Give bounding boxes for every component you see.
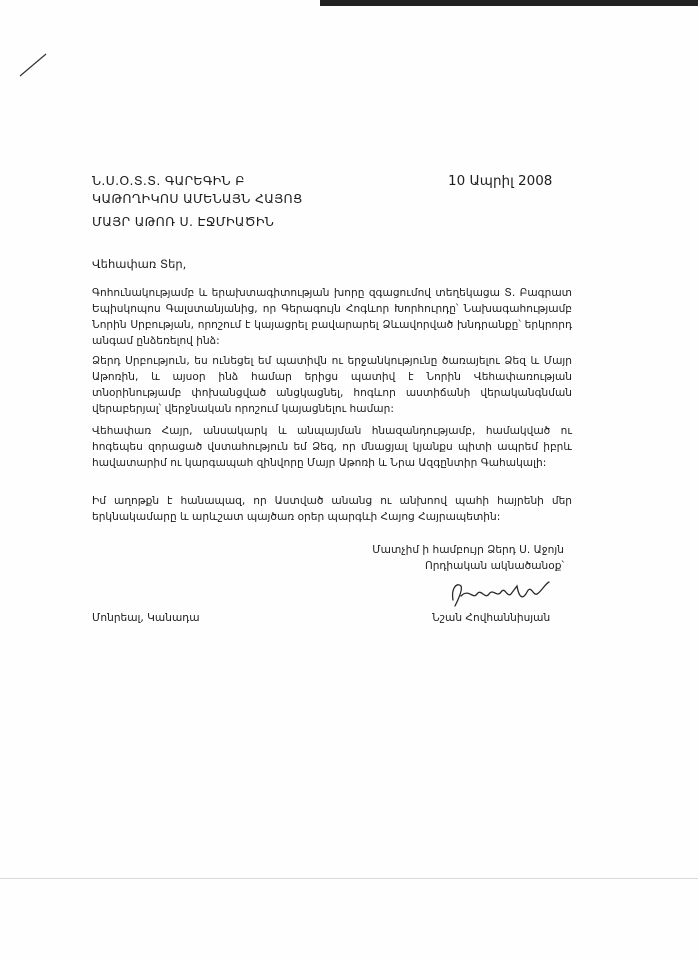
body-paragraph: Գոհունակությամբ և երախտագիտության խորը զգացումով տեղեկացա Տ. Բագրատ Եպիսկոպոս Գալստանյանից, որ Գերագույն Հոգևոր Խորհուրդը՝ Նախագահությամբ Նորին Սրբության, որոշում է կայացրել բավարարել Ձևավորված խնդրանքը՝ երկրորդ անգամ ընձեռելով ինձ: xyxy=(92,287,572,347)
letter-date: 10 Ապրիլ 2008 xyxy=(448,173,553,189)
address-line: Ն.Ս.Օ.Տ.Տ. ԳԱՐԵԳԻՆ Բ xyxy=(92,173,245,188)
handwritten-signature xyxy=(447,576,557,610)
closing-line: Մատչիմ ի համբույր Ձերդ Ս. Աջոյն xyxy=(372,544,564,556)
recipient-address xyxy=(92,172,303,208)
pen-stroke-mark xyxy=(18,50,50,78)
signer-name: Նշան Հովհաննիսյան xyxy=(432,612,551,624)
salutation: Վեհափառ Տեր, xyxy=(92,257,187,271)
recipient-seat: ՄԱՅՐ ԱԹՈՌ Ս. ԷՋՄԻԱԾԻՆ xyxy=(92,214,275,229)
closing-line: Որդիական ակնածանօք՝ xyxy=(424,560,564,572)
sender-location: Մոնրեալ, Կանադա xyxy=(92,612,200,624)
body-paragraph: Ձերդ Սրբություն, ես ունեցել եմ պատիվն ու երջանկությունը ծառայելու Ձեզ և Մայր Աթոռին, և այսօր ինձ համար երիցս պատիվ է Նորին Վեհափառության տնօրինությամբ փոխանցված անցկացնել, հոգևոր աստիճանի վերականգնման վերաբերյալ՝ վերջնական որոշում կայացնելու համար: xyxy=(92,355,572,415)
scan-top-edge xyxy=(320,0,698,6)
address-line: ԿԱԹՈՂԻԿՈՍ ԱՄԵՆԱՅՆ ՀԱՅՈՑ xyxy=(92,191,303,206)
body-paragraph: Վեհափառ Հայր, անսակարկ և անպայման հնազանդությամբ, համակված ու հոգեպես զորացած վստահություն եմ Ձեզ, որ մնացյալ կյանքս պիտի ապրեմ իբրև հավատարիմ ու կարգապահ զինվորը Մայր Աթոռի և Նրա Ազգընտիր Գահակալի: xyxy=(92,425,572,469)
scan-bottom-edge xyxy=(0,878,698,879)
closing-formula xyxy=(364,542,564,574)
body-paragraph: Իմ աղոթքն է հանապազ, որ Աստված անանց ու անխոով պահի հայրենի մեր երկնակամարը և արևշատ պայծառ օրեր պարգևի Հայոց Հայրապետին: xyxy=(92,495,572,523)
